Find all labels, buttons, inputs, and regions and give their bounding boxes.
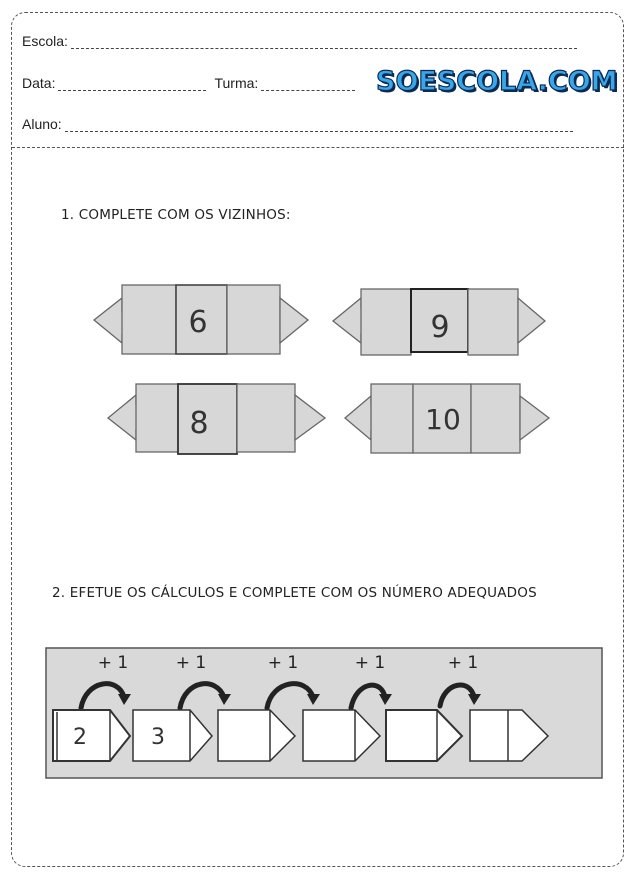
plus-one-label: + 1 bbox=[447, 653, 479, 673]
date-label: Data: bbox=[22, 75, 56, 91]
q2-title: 2. EFETUE OS CÁLCULOS E COMPLETE COM OS NÚMERO ADEQUADOS bbox=[52, 585, 537, 601]
center-number: 8 bbox=[189, 406, 209, 441]
plus-one-label: + 1 bbox=[175, 653, 207, 673]
sequence-value: 3 bbox=[151, 725, 165, 750]
school-label: Escola: bbox=[22, 33, 68, 49]
plus-one-label: + 1 bbox=[267, 653, 299, 673]
plus-one-label: + 1 bbox=[354, 653, 386, 673]
student-label: Aluno: bbox=[22, 116, 62, 132]
q1-title: 1. COMPLETE COM OS VIZINHOS: bbox=[61, 207, 291, 223]
center-number: 9 bbox=[430, 310, 450, 345]
sequence-value: 2 bbox=[73, 725, 87, 750]
center-number: 6 bbox=[188, 305, 208, 340]
center-number: 10 bbox=[425, 403, 461, 436]
class-label: Turma: bbox=[214, 75, 259, 91]
plus-one-label: + 1 bbox=[97, 653, 129, 673]
soescola-logo: SOESCOLA.COM bbox=[376, 66, 618, 97]
